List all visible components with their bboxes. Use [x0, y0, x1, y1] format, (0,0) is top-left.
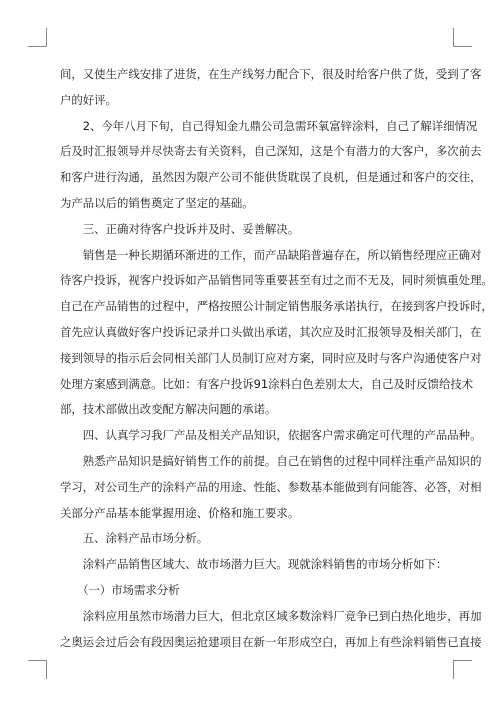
crop-mark-top-left	[28, 28, 47, 47]
text-line: 首先应认真做好客户投诉记录并口头做出承诺，其次应及时汇报领导及相关部门，在	[60, 324, 482, 339]
crop-mark-bottom-right	[453, 660, 472, 679]
text-line: 接到领导的指示后会同相关部门人员制订应对方案，同时应及时与客户沟通使客户对	[60, 350, 482, 365]
crop-mark-bottom-left	[28, 660, 47, 679]
text-line: 部，技术部做出改变配方解决问题的承诺。	[60, 402, 277, 417]
text-line: 销售是一种长期循环渐进的工作，而产品缺陷普遍存在，所以销售经理应正确对	[60, 247, 482, 262]
subsection-heading: （一）市场需求分析	[60, 582, 180, 597]
text-line: 涂料产品销售区域大、故市场潜力巨大。现就涂料销售的市场分析如下：	[60, 557, 448, 572]
text-line: 涂料应用虽然市场潜力巨大，但北京区域多数涂料厂竞争已到白热化地步，再加	[60, 608, 482, 623]
text-line: 户的好评。	[60, 92, 117, 107]
text-line: 和客户进行沟通，虽然因为限产公司不能供货耽误了良机，但是通过和客户的交往，	[60, 170, 482, 185]
section-heading: 五、涂料产品市场分析。	[60, 531, 209, 546]
text-line: 处理方案感到满意。比如：有客户投诉91涂料白色差别太大，自己及时反馈给技术	[60, 376, 474, 391]
crop-mark-top-right	[453, 28, 472, 47]
text-line: 之奥运会过后会有段因奥运抢建项目在新一年形成空白，再加上有些涂料销售已直接	[60, 634, 482, 649]
text-line: 后及时汇报领导并尽快寄去有关资料，自己深知，这是个有潜力的大客户，多次前去	[60, 144, 482, 159]
text-line: 待客户投诉，视客户投诉如产品销售同等重要甚至有过之而不无及，同时须慎重处理。	[60, 273, 493, 288]
section-heading: 三、正确对待客户投诉并及时、妥善解决。	[60, 221, 300, 236]
text-line: 关部分产品基本能掌握用途、价格和施工要求。	[60, 505, 300, 520]
text-line: 2、今年八月下旬，自己得知金九鼎公司急需环氧富锌涂料，自己了解详细情况	[60, 118, 478, 133]
text-line: 学习，对公司生产的涂料产品的用途、性能、参数基本能做到有问能答、必答，对相	[60, 479, 482, 494]
section-heading: 四、认真学习我厂产品及相关产品知识，依据客户需求确定可代理的产品品种。	[60, 428, 482, 443]
text-line: 间，又使生产线安排了进货，在生产线努力配合下，很及时给客户供了货，受到了客	[60, 67, 482, 81]
text-line: 自己在产品销售的过程中，严格按照公计制定销售服务承诺执行，在接到客户投诉时，	[60, 299, 493, 314]
text-line: 为产品以后的销售奠定了坚定的基础。	[60, 195, 254, 210]
document-body	[60, 62, 493, 655]
text-line: 熟悉产品知识是搞好销售工作的前提。自己在销售的过程中同样注重产品知识的	[60, 453, 482, 468]
